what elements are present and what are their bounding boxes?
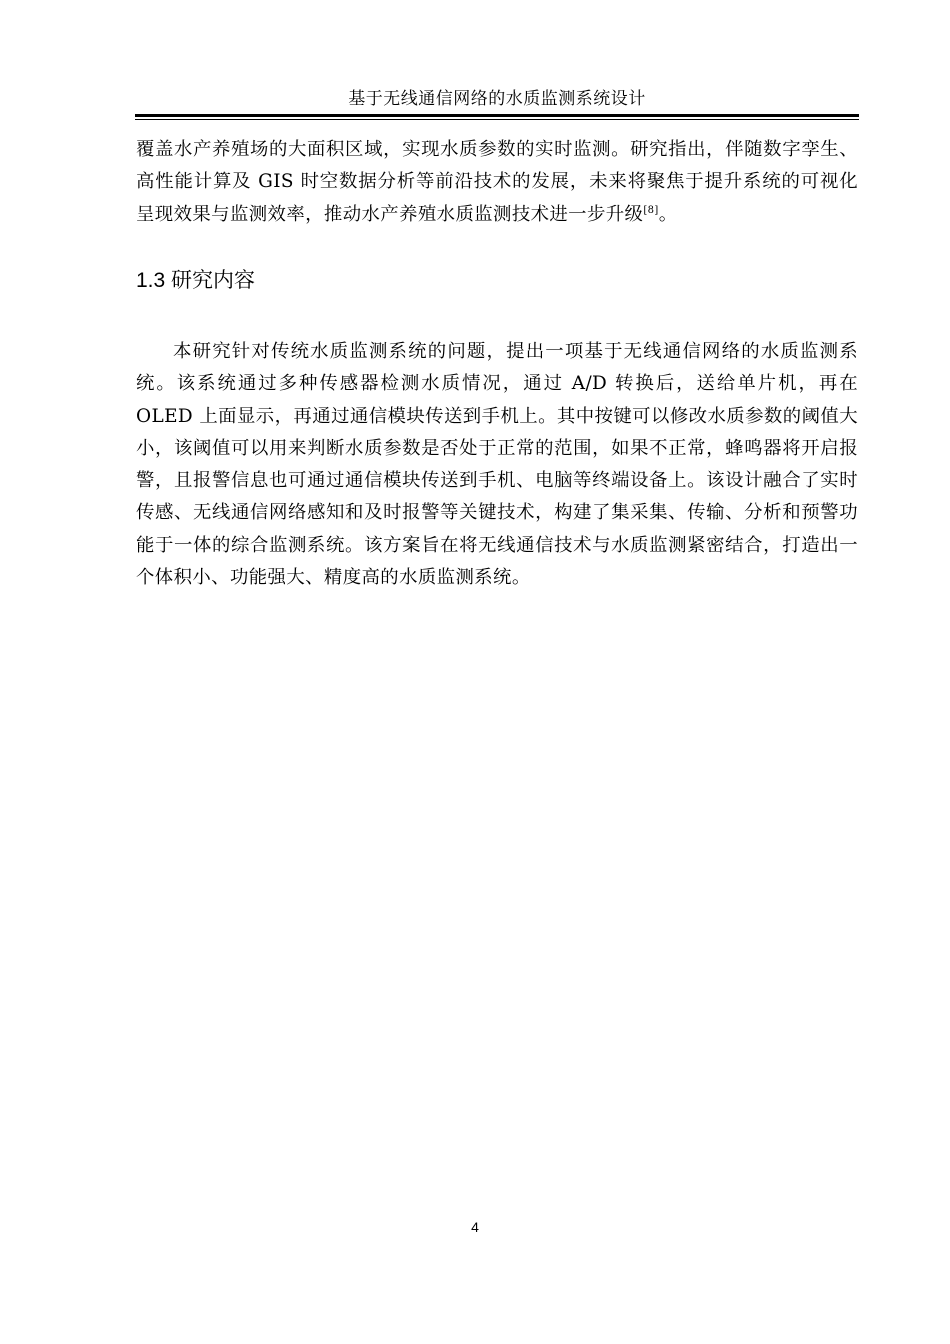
page-number: 4 [471,1219,479,1235]
citation-reference[interactable]: [8] [643,204,659,216]
running-header: 基于无线通信网络的水质监测系统设计 [348,89,646,109]
body-paragraph-2: 本研究针对传统水质监测系统的问题，提出一项基于无线通信网络的水质监测系统。该系统通过多种传感器检测水质情况，通过 A/D 转换后，送给单片机，再在 OLED 上面显示，再通过通信模块传送到手机上。其中按键可以修改水质参数的阈值大小，该阈值可以用来判断水质参数是否处于正常的范围，如果不正常，蜂鸣器将开启报警，且报警信息也可通过通信模块传送到手机、电脑等终端设备上。该设计融合了实时传感、无线通信网络感知和及时报警等关键技术，构建了集采集、传输、分析和预警功能于一体的综合监测系统。该方案旨在将无线通信技术与水质监测紧密结合，打造出一个体积小、功能强大、精度高的水质监测系统。 [136,341,858,589]
section-heading: 1.3 研究内容 [136,269,256,292]
paragraph-1-end: 。 [658,203,678,225]
header-rule-thick [135,114,859,117]
body-paragraph-1 [136,134,858,231]
paragraph-1-text: 覆盖水产养殖场的大面积区域，实现水质参数的实时监测。研究指出，伴随数字孪生、高性能计算及 GIS 时空数据分析等前沿技术的发展，未来将聚焦于提升系统的可视化呈现效果与监测效率，推动水产养殖水质监测技术进一步升级 [136,139,858,225]
header-rule-thin [135,119,859,120]
